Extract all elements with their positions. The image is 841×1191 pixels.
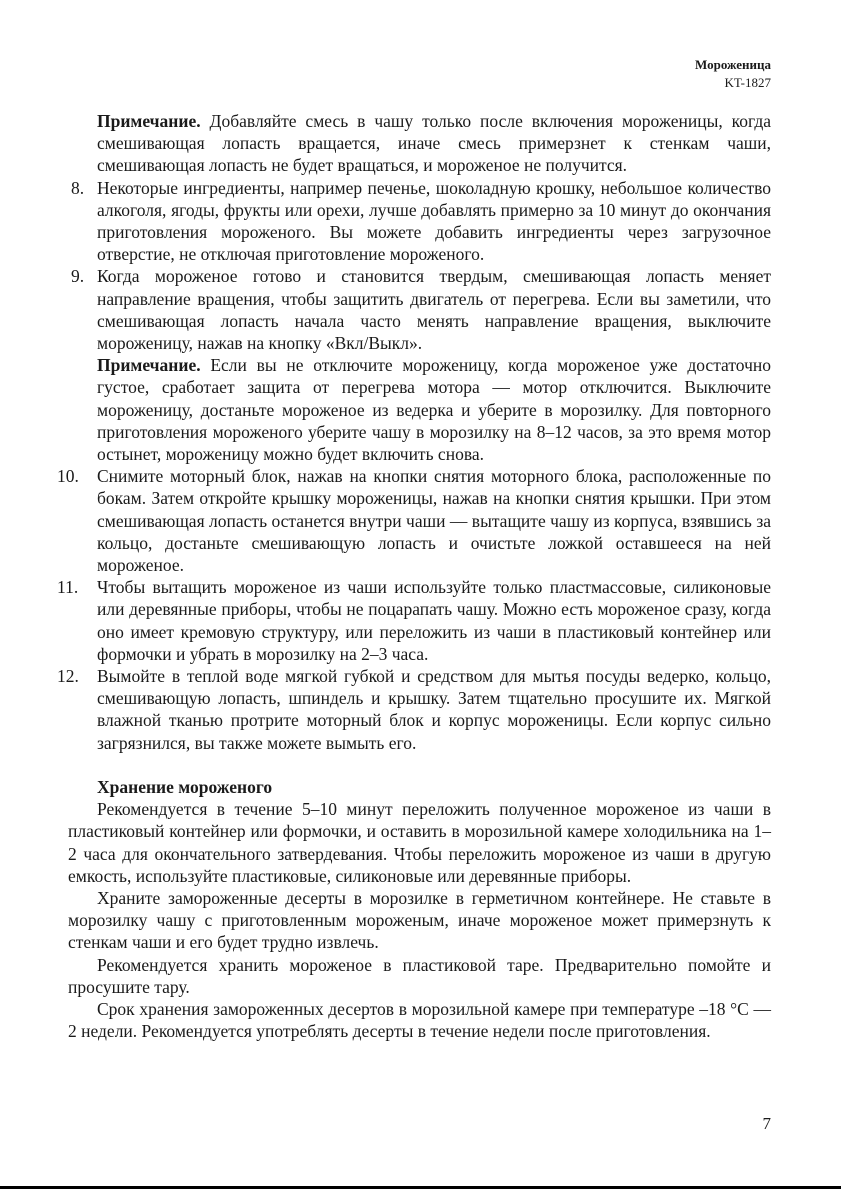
- list-item-8: [68, 177, 771, 266]
- list-item-number: 10.: [57, 466, 79, 487]
- list-item-number: 9.: [71, 266, 85, 287]
- list-item-text: Вымойте в теплой воде мягкой губкой и средством для мытья посуды ведерко, кольцо, смешивающую лопасть, шпиндель и крышку. Затем тщательно просушите их. Мягкой влажной тканью протрите моторный блок и корпус мороженицы. Если корпус сильно загрязнился, вы также можете вымыть его.: [97, 666, 771, 753]
- header-model-number: KT-1827: [724, 75, 771, 90]
- page-header: [695, 56, 771, 92]
- storage-paragraph: Срок хранения замороженных десертов в морозильной камере при температуре –18 °C — 2 недели. Рекомендуется употреблять десерты в течение недели после приготовления.: [68, 998, 771, 1042]
- note-text: Если вы не отключите мороженицу, когда мороженое уже достаточно густое, сработает защита от перегрева мотора — мотор отключится. Выключите мороженицу, достаньте мороженое из ведерка и уберите в морозилку. Для повторного приготовления мороженого уберите чашу в морозилку на 8–12 часов, за это время мотор остынет, мороженицу можно будет включить снова.: [97, 355, 771, 465]
- storage-paragraph: Рекомендуется хранить мороженое в пластиковой таре. Предварительно помойте и просушите тару.: [68, 954, 771, 997]
- header-product-name: Мороженица: [694, 57, 771, 72]
- list-item-11: [57, 576, 771, 665]
- list-item-number: 11.: [57, 577, 79, 598]
- list-item-number: 8.: [71, 177, 85, 198]
- bottom-rule: [0, 1186, 841, 1189]
- note-text: Добавляйте смесь в чашу только после включения мороженицы, когда смешивающая лопасть вращается, иначе смесь примерзнет к стенкам чаши, смешивающая лопасть не будет вращаться, и мороженое не получится.: [97, 111, 771, 176]
- page-content: [57, 110, 771, 1042]
- note-label: Примечание.: [97, 111, 201, 131]
- list-item-text: Снимите моторный блок, нажав на кнопки снятия моторного блока, расположенные по бокам. Затем откройте крышку мороженицы, нажав на кнопки снятия крышки. При этом смешивающая лопасть останется внутри чаши — вытащите чашу из корпуса, взявшись за кольцо, достаньте смешивающую лопасть и очистьте ложкой оставшееся на ней мороженое.: [97, 466, 771, 576]
- list-item-text: Чтобы вытащить мороженое из чаши используйте только пластмассовые, силиконовые или деревянные приборы, чтобы не поцарапать чашу. Можно есть мороженое сразу, когда оно имеет кремовую структуру, или переложить из чаши в пластиковый контейнер или формочки и убрать в морозилку на 2–3 часа.: [97, 577, 771, 664]
- storage-paragraph: Рекомендуется в течение 5–10 минут переложить полученное мороженое из чаши в пластиковый контейнер или формочки, и оставить в морозильной камере холодильника на 1–2 часа для окончательного затвердевания. Чтобы переложить мороженое из чаши в другую емкость, используйте пластиковые, силиконовые или деревянные приборы.: [68, 799, 771, 886]
- storage-paragraph: Храните замороженные десерты в морозилке в герметичном контейнере. Не ставьте в морозилку чашу с приготовленным мороженым, иначе мороженое может примерзнуть к стенкам чаши и его будет трудно извлечь.: [68, 887, 771, 953]
- note-top: [68, 110, 771, 177]
- list-item-12: [57, 665, 771, 754]
- list-item-text: Некоторые ингредиенты, например печенье, шоколадную крошку, небольшое количество алкоголя, ягоды, фрукты или орехи, лучше добавлять примерно за 10 минут до окончания приготовления мороженого. Вы можете добавить ингредиенты через загрузочное отверстие, не отключая приготовление мороженого.: [97, 177, 771, 265]
- list-item-text: Когда мороженое готово и становится твердым, смешивающая лопасть меняет направление вращения, чтобы защитить двигатель от перегрева. Если вы заметили, что смешивающая лопасть начала часто менять направление вращения, выключите мороженицу, нажав на кнопку «Вкл/Выкл».: [97, 266, 771, 354]
- list-item-9: [68, 265, 771, 465]
- section-title-storage: Хранение мороженого: [97, 776, 273, 797]
- note-label: Примечание.: [97, 355, 201, 376]
- page-number: 7: [762, 1114, 771, 1133]
- note-item-9: [97, 354, 771, 465]
- list-item-10: [57, 465, 771, 576]
- list-item-number: 12.: [57, 666, 79, 687]
